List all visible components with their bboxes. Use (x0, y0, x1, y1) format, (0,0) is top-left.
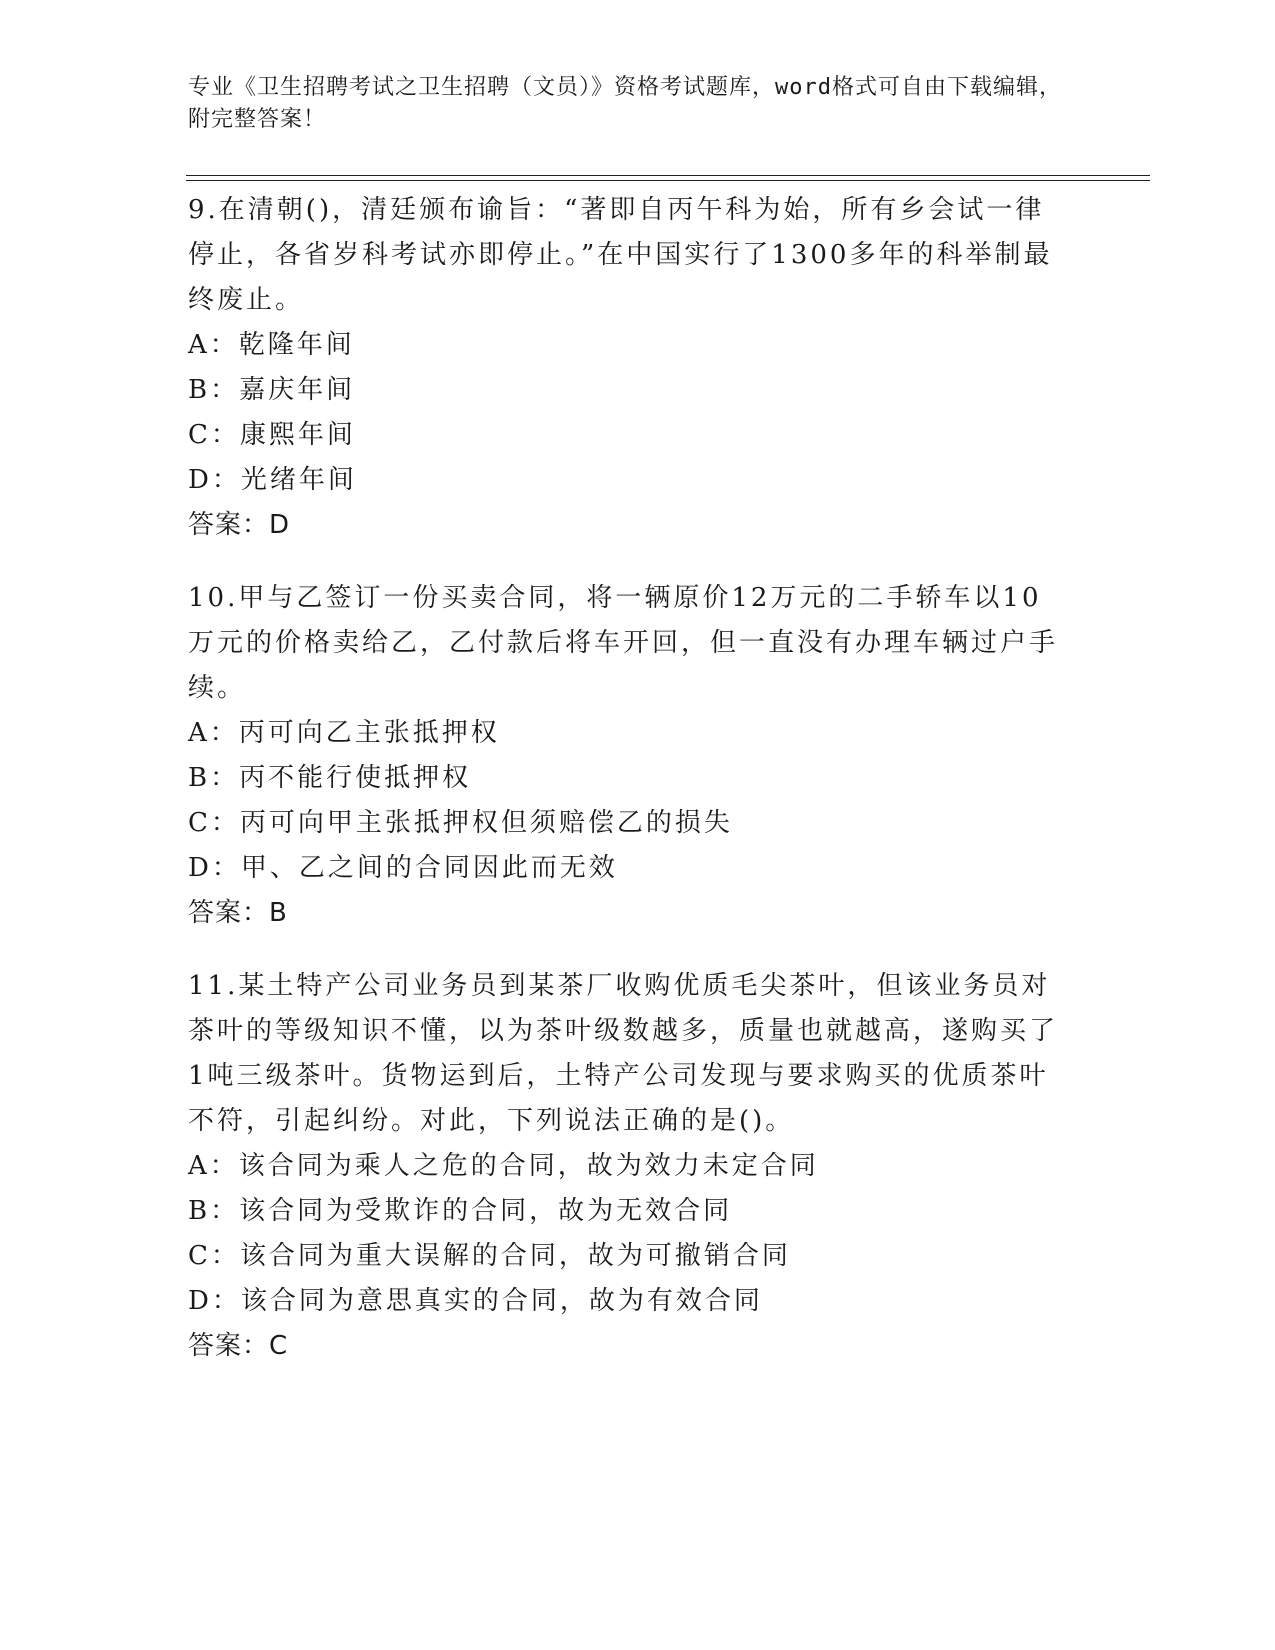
option-a: A：乾隆年间 (188, 330, 355, 360)
question-list (188, 188, 1068, 1397)
header-rule-bottom (186, 180, 1150, 181)
option-b: B：嘉庆年间 (188, 375, 356, 405)
question-10 (188, 576, 1068, 936)
question-11 (188, 964, 1068, 1369)
question-9 (188, 188, 1068, 548)
answer: 答案：D (188, 510, 291, 540)
option-c: C：该合同为重大误解的合同，故为可撤销合同 (188, 1241, 791, 1271)
header-rule-top (186, 175, 1150, 176)
option-a: A：丙可向乙主张抵押权 (188, 718, 500, 748)
question-stem: 11.某土特产公司业务员到某茶厂收购优质毛尖茶叶，但该业务员对茶叶的等级知识不懂，以为茶叶级数越多，质量也就越高，遂购买了1吨三级茶叶。货物运到后，土特产公司发现与要求购买的优质茶叶不符，引起纠纷。对此，下列说法正确的是()。 (188, 971, 1059, 1136)
option-b: B：该合同为受欺诈的合同，故为无效合同 (188, 1196, 733, 1226)
document-header: 专业《卫生招聘考试之卫生招聘（文员）》资格考试题库，word格式可自由下载编辑，附完整答案！ (188, 75, 1062, 132)
question-stem: 10.甲与乙签订一份买卖合同，将一辆原价12万元的二手轿车以10万元的价格卖给乙，乙付款后将车开回，但一直没有办理车辆过户手续。 (188, 583, 1059, 703)
answer: 答案：C (188, 1331, 289, 1361)
option-c: C：康熙年间 (188, 420, 356, 450)
option-a: A：该合同为乘人之危的合同，故为效力未定合同 (188, 1151, 819, 1181)
option-c: C：丙可向甲主张抵押权但须赔偿乙的损失 (188, 808, 733, 838)
question-stem: 9.在清朝()，清廷颁布谕旨：“著即自丙午科为始，所有乡会试一律停止，各省岁科考试亦即停止。”在中国实行了1300多年的科举制最终废止。 (188, 195, 1053, 315)
option-d: D：光绪年间 (188, 465, 357, 495)
option-d: D：甲、乙之间的合同因此而无效 (188, 853, 618, 883)
option-b: B：丙不能行使抵押权 (188, 763, 472, 793)
answer: 答案：B (188, 898, 288, 928)
option-d: D：该合同为意思真实的合同，故为有效合同 (188, 1286, 763, 1316)
